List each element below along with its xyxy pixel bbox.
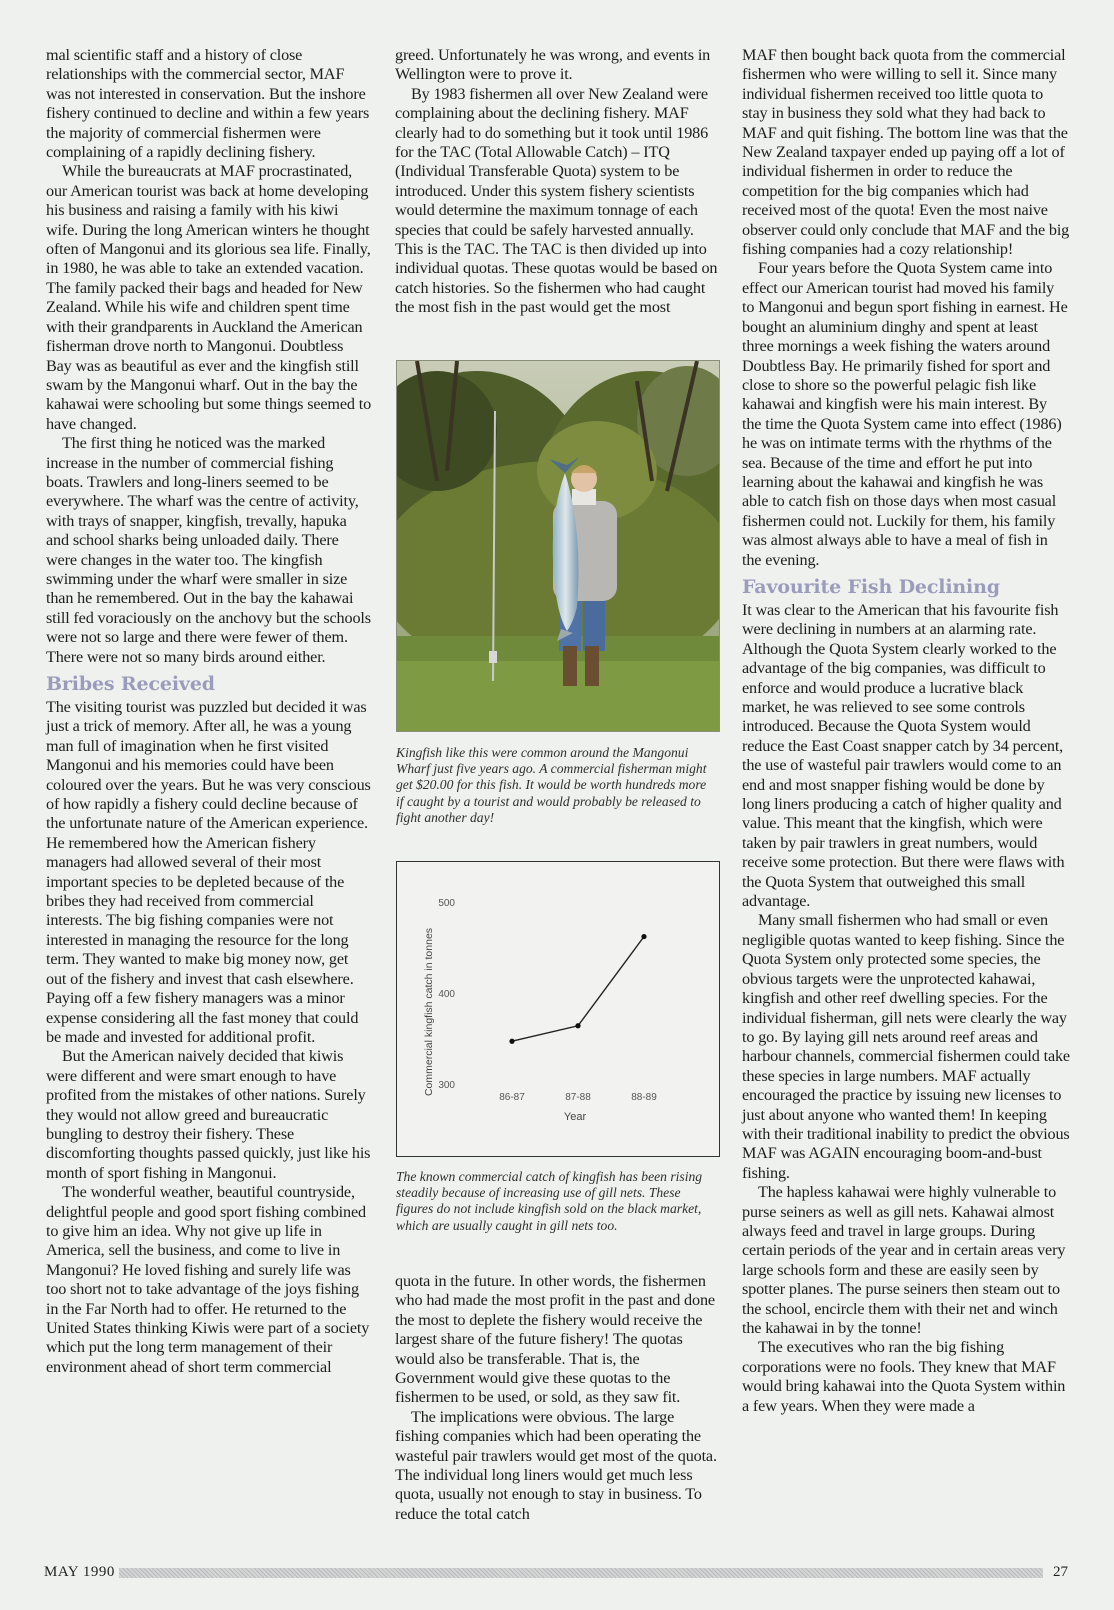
paragraph: By 1983 fishermen all over New Zealand were complaining about the declining fishery. MAF clearly had to do something but it took until 1986 for the TAC (Total Allowable Catch) – ITQ (Individual Transferable Quota) system to be introduced. Under this system fishery scientists would determine the maximum tonnage of each species that could be safely harvested annually. This is the TAC. The TAC is then divided up into individual quotas. These quotas would be based on catch histories. So the fishermen who had caught the most fish in the past would get the most (395, 84, 718, 317)
paragraph: mal scientific staff and a history of close relationships with the commercial sector, MAF was not interested in conservation. But the inshore fishery continued to decline and within a few years the majority of commercial fishermen were complaining of a rapidly declining fishery. (46, 46, 370, 162)
x-tick-label: 87-88 (565, 1092, 591, 1103)
paragraph: Four years before the Quota System came into effect our American tourist had moved his family to Mangonui and begun sport fishing in earnest. He bought an aluminium dinghy and spent at least three mornings a week fishing the waters around Doubtless Bay. He primarily fished for sport and close to shore so the powerful pelagic fish like kahawai and kingfish were his main interest. By the time the Quota System came into effect (1986) he was on intimate terms with the rhythms of the sea. Because of the time and effort he put into learning about the kahawai and kingfish he was able to catch fish on those days when most casual fishermen could not. Luckily for them, his family was almost always able to have a meal of fish in the evening. (742, 259, 1068, 569)
data-point (575, 1023, 580, 1028)
paragraph: The hapless kahawai were highly vulnerable to purse seiners as well as gill nets. Kahawai almost always feed and travel in large groups. During certain periods of the year and in certain areas very large schools form and these are easily seen by spotter planes. The purse seiners then steam out to the school, encircle them with their net and winch the kahawai in by the tonne! (742, 1183, 1066, 1337)
data-point (509, 1039, 514, 1044)
x-tick-label: 88-89 (631, 1092, 657, 1103)
paragraph: But the American naively decided that kiwis were different and were smart enough to have profited from the mistakes of other nations. Surely they would not allow greed and bureaucratic bungling to destroy their fishery. These discomforting thoughts passed quickly, just like his month of sport fishing in Mangonui. (46, 1047, 371, 1182)
chart-plot (397, 862, 719, 1156)
paragraph: quota in the future. In other words, the fishermen who had made the most profit in the past and done the most to deplete the fishery would receive the largest share of the future fishery! The quotas would also be transferable. That is, the Government would give these quotas to the fishermen to be used, or sold, as they saw fit. (395, 1272, 715, 1407)
section-heading-favourite-fish-declining: Favourite Fish Declining (742, 575, 1000, 598)
article-column-2-continued (395, 1272, 720, 1524)
paragraph: The first thing he noticed was the marked increase in the number of commercial fishing boats. Trawlers and long-liners seemed to be everywhere. The wharf was the centre of activity, with trays of snapper, kingfish, trevally, hapuka and school sharks being unloaded daily. There were changes in the water too. The kingfish swimming under the wharf were smaller in size than he remembered. Out in the bay the kahawai still fed voraciously on the anchovy but the schools were not so large and there were fewer of them. There were not so many birds around either. (46, 434, 371, 666)
paragraph: The wonderful weather, beautiful countryside, delightful people and good sport fishing combined to give him an idea. Why not give up life in America, sell the business, and come to live in Mangonui? He loved fishing and surely life was too short not to take advantage of the joys fishing in the Far North had to offer. He returned to the United States thinking Kiwis were part of a society which put the long term management of their environment ahead of short term commercial (46, 1183, 370, 1376)
article-column-1 (46, 46, 372, 1377)
footer-rule (119, 1568, 1043, 1578)
kingfish-catch-chart (396, 861, 720, 1157)
paragraph: greed. Unfortunately he was wrong, and events in Wellington were to prove it. (395, 46, 711, 84)
article-column-2 (395, 46, 720, 318)
kingfish-photo-illustration (397, 361, 719, 731)
article-column-3 (742, 46, 1070, 1416)
x-tick-label: 86-87 (499, 1092, 525, 1103)
paragraph: The visiting tourist was puzzled but decided it was just a trick of memory. After all, he was a young man full of imagination when he first visited Mangonui and his memories could have been coloured over the years. But he was very conscious of how rapidly a fishery could decline because of the unfortunate nature of the American experience. He remembered how the American fishery managers had allowed several of their most important species to be depleted because of the bribes they had received from commercial interests. The big fishing companies were not interested in managing the resource for the long term. They wanted to make big money now, get out of the fishery and invest that cash elsewhere. Paying off a few fishery managers was a minor expense considering all the fast money that could be made and invested for additional profit. (46, 698, 371, 1046)
y-tick-label: 400 (438, 989, 455, 1000)
section-heading-bribes-received: Bribes Received (46, 673, 215, 695)
paragraph: The implications were obvious. The large fishing companies which had been operating the wasteful pair trawlers would get most of the quota. The individual long liners would get much less quota, usually not enough to stay in business. To reduce the total catch (395, 1407, 717, 1523)
photo-caption: Kingfish like this were common around the Mangonui Wharf just five years ago. A commercial fisherman might get $20.00 for this fish. It would be worth hundreds more if caught by a tourist and would probably be released to fight another day! (396, 745, 707, 825)
page-number: 27 (1053, 1564, 1068, 1580)
y-tick-label: 500 (438, 898, 455, 909)
x-axis-label: Year (563, 1111, 587, 1123)
paragraph: It was clear to the American that his favourite fish were declining in numbers at an alarming rate. Although the Quota System clearly worked to the advantage of the big companies, was difficult to enforce and would produce a lucrative black market, he was relieved to see some controls introduced. Because the Quota System would reduce the East Coast snapper catch by 34 percent, the use of wasteful pair trawlers would come to an end and most snapper fishing would be done by long liners producing a catch of higher quality and value. This meant that the kingfish, which were taken by pair trawlers in great numbers, would receive some protection. But there were flaws with the Quota System that outweighed this small advantage. (742, 600, 1065, 911)
kingfish-photo (396, 360, 720, 732)
paragraph: Many small fishermen who had small or even negligible quotas wanted to keep fishing. Since the Quota System only protected some species, the obvious targets were the unprotected kahawai, kingfish and other reef dwelling species. For the individual fisherman, gill nets were clearly the way to go. By laying gill nets around reef areas and harbour channels, commercial fishermen could take these species in large numbers. MAF actually encouraged the practice by issuing new licenses to just about anyone who wanted them! In keeping with their traditional inability to predict the obvious MAF was AGAIN encouraging boom-and-bust fishing. (742, 911, 1070, 1182)
y-tick-label: 300 (438, 1080, 455, 1091)
y-axis-label: Commercial kingfish catch in tonnes (423, 927, 435, 1097)
paragraph: The executives who ran the big fishing corporations were no fools. They knew that MAF would bring kahawai into the Quota System within a few years. When they were made a (742, 1338, 1066, 1415)
paragraph: MAF then bought back quota from the commercial fishermen who were willing to sell it. Since many individual fishermen received too little quota to stay in business they sold what they had back to MAF and quit fishing. The bottom line was that the New Zealand taxpayer ended up paying off a lot of individual fishermen in order to reduce the competition for the big companies which had received most of the quota! Even the most naive observer could only conclude that MAF and the big fishing companies had a cozy relationship! (742, 46, 1070, 259)
issue-date: MAY 1990 (44, 1564, 115, 1580)
data-point (641, 934, 646, 939)
paragraph: While the bureaucrats at MAF procrastinated, our American tourist was back at home developing his business and raising a family with his kiwi wife. During the long American winters he thought often of Mangonui and its glorious sea life. Finally, in 1980, he was able to take an extended vacation. The family packed their bags and headed for New Zealand. While his wife and children spent time with their grandparents in Auckland the American fisherman drove north to Mangonui. Doubtless Bay was as beautiful as ever and the kingfish still swam by the Mangonui wharf. Out in the bay the kahawai were schooling but some things seemed to have changed. (46, 162, 372, 433)
page-footer (44, 1562, 1068, 1584)
chart-caption: The known commercial catch of kingfish has been rising steadily because of increasing use of gill nets. These figures do not include kingfish sold on the black market, which are usually caught in gill nets too. (396, 1169, 703, 1233)
